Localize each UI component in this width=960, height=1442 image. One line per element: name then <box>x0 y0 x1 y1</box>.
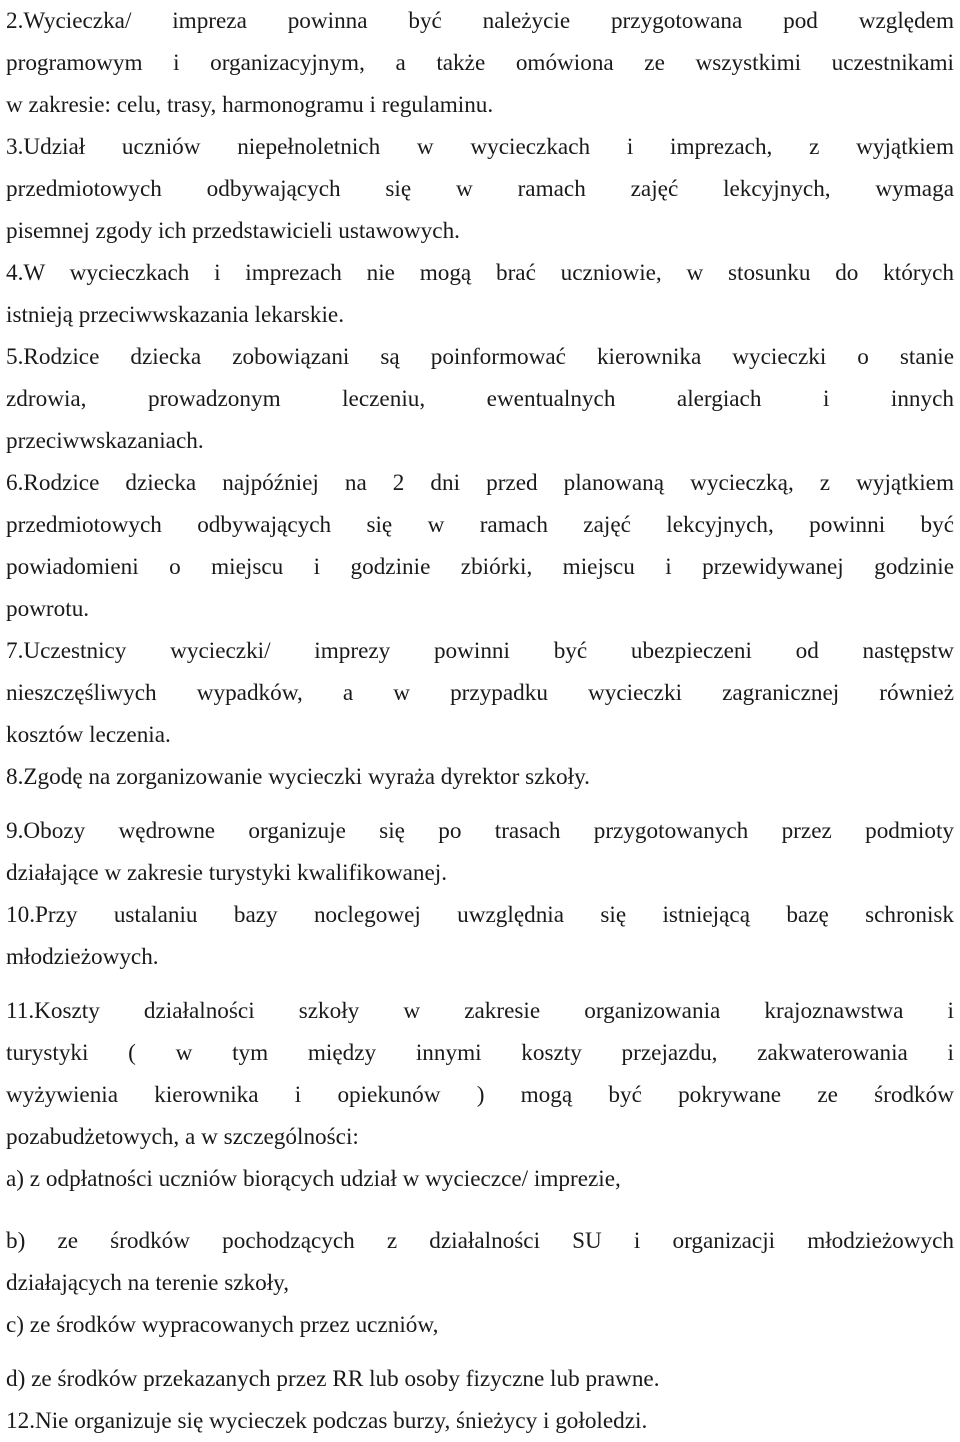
text-line: działające w zakresie turystyki kwalifikowanej. <box>6 860 448 886</box>
list-item-11c <box>6 1304 954 1346</box>
paragraph-gap <box>6 1200 954 1220</box>
text-line: d) ze środków przekazanych przez RR lub osoby fizyczne lub prawne. <box>6 1366 660 1392</box>
list-item-7 <box>6 630 954 756</box>
text-line: istnieją przeciwwskazania lekarskie. <box>6 302 344 328</box>
list-item-10 <box>6 894 954 978</box>
text-line: 5.Rodzice dziecka zobowiązani są poinformować kierownika wycieczki o stanie <box>6 344 954 370</box>
text-line: c) ze środków wypracowanych przez uczniów, <box>6 1312 439 1338</box>
text-line: działających na terenie szkoły, <box>6 1270 290 1296</box>
list-item-11 <box>6 990 954 1158</box>
list-item-6 <box>6 462 954 630</box>
text-line: przeciwwskazaniach. <box>6 428 204 454</box>
list-item-11b <box>6 1220 954 1304</box>
text-line: 11.Koszty działalności szkoły w zakresie organizowania krajoznawstwa i <box>6 998 954 1024</box>
text-line: b) ze środków pochodzących z działalności SU i organizacji młodzieżowych <box>6 1228 954 1254</box>
text-line: kosztów leczenia. <box>6 722 171 748</box>
text-line: 9.Obozy wędrowne organizuje się po trasach przygotowanych przez podmioty <box>6 818 954 844</box>
text-line: turystyki ( w tym między innymi koszty przejazdu, zakwaterowania i <box>6 1040 954 1066</box>
list-item-2 <box>6 0 954 126</box>
paragraph-gap <box>6 798 954 810</box>
list-item-3 <box>6 126 954 252</box>
text-line: przedmiotowych odbywających się w ramach zajęć lekcyjnych, wymaga <box>6 176 954 202</box>
list-item-8 <box>6 756 954 798</box>
text-line: 2.Wycieczka/ impreza powinna być należycie przygotowana pod względem <box>6 8 954 34</box>
paragraph-gap <box>6 978 954 990</box>
text-line: powrotu. <box>6 596 90 622</box>
list-item-4 <box>6 252 954 336</box>
text-line: 4.W wycieczkach i imprezach nie mogą brać uczniowie, w stosunku do których <box>6 260 954 286</box>
text-line: 7.Uczestnicy wycieczki/ imprezy powinni być ubezpieczeni od następstw <box>6 638 954 664</box>
text-line: młodzieżowych. <box>6 944 159 970</box>
text-line: 10.Przy ustalaniu bazy noclegowej uwzględnia się istniejącą bazę schronisk <box>6 902 954 928</box>
text-line: pisemnej zgody ich przedstawicieli ustawowych. <box>6 218 460 244</box>
paragraph-gap <box>6 1346 954 1358</box>
text-line: 12.Nie organizuje się wycieczek podczas burzy, śnieżycy i gołoledzi. <box>6 1408 648 1434</box>
list-item-12 <box>6 1400 954 1442</box>
text-line: a) z odpłatności uczniów biorących udział w wycieczce/ imprezie, <box>6 1166 621 1192</box>
text-line: pozabudżetowych, a w szczególności: <box>6 1124 359 1150</box>
text-line: nieszczęśliwych wypadków, a w przypadku wycieczki zagranicznej również <box>6 680 954 706</box>
text-line: przedmiotowych odbywających się w ramach zajęć lekcyjnych, powinni być <box>6 512 954 538</box>
text-line: 8.Zgodę na zorganizowanie wycieczki wyraża dyrektor szkoły. <box>6 764 590 790</box>
text-line: w zakresie: celu, trasy, harmonogramu i regulaminu. <box>6 92 494 118</box>
list-item-9 <box>6 810 954 894</box>
text-line: programowym i organizacyjnym, a także omówiona ze wszystkimi uczestnikami <box>6 50 954 76</box>
list-item-11a <box>6 1158 954 1200</box>
text-line: powiadomieni o miejscu i godzinie zbiórki, miejscu i przewidywanej godzinie <box>6 554 954 580</box>
list-item-11d <box>6 1358 954 1400</box>
list-item-5 <box>6 336 954 462</box>
text-line: 6.Rodzice dziecka najpóźniej na 2 dni przed planowaną wycieczką, z wyjątkiem <box>6 470 954 496</box>
text-line: wyżywienia kierownika i opiekunów ) mogą być pokrywane ze środków <box>6 1082 954 1108</box>
document-page <box>6 0 954 1442</box>
text-line: zdrowia, prowadzonym leczeniu, ewentualnych alergiach i innych <box>6 386 954 412</box>
text-line: 3.Udział uczniów niepełnoletnich w wycieczkach i imprezach, z wyjątkiem <box>6 134 954 160</box>
